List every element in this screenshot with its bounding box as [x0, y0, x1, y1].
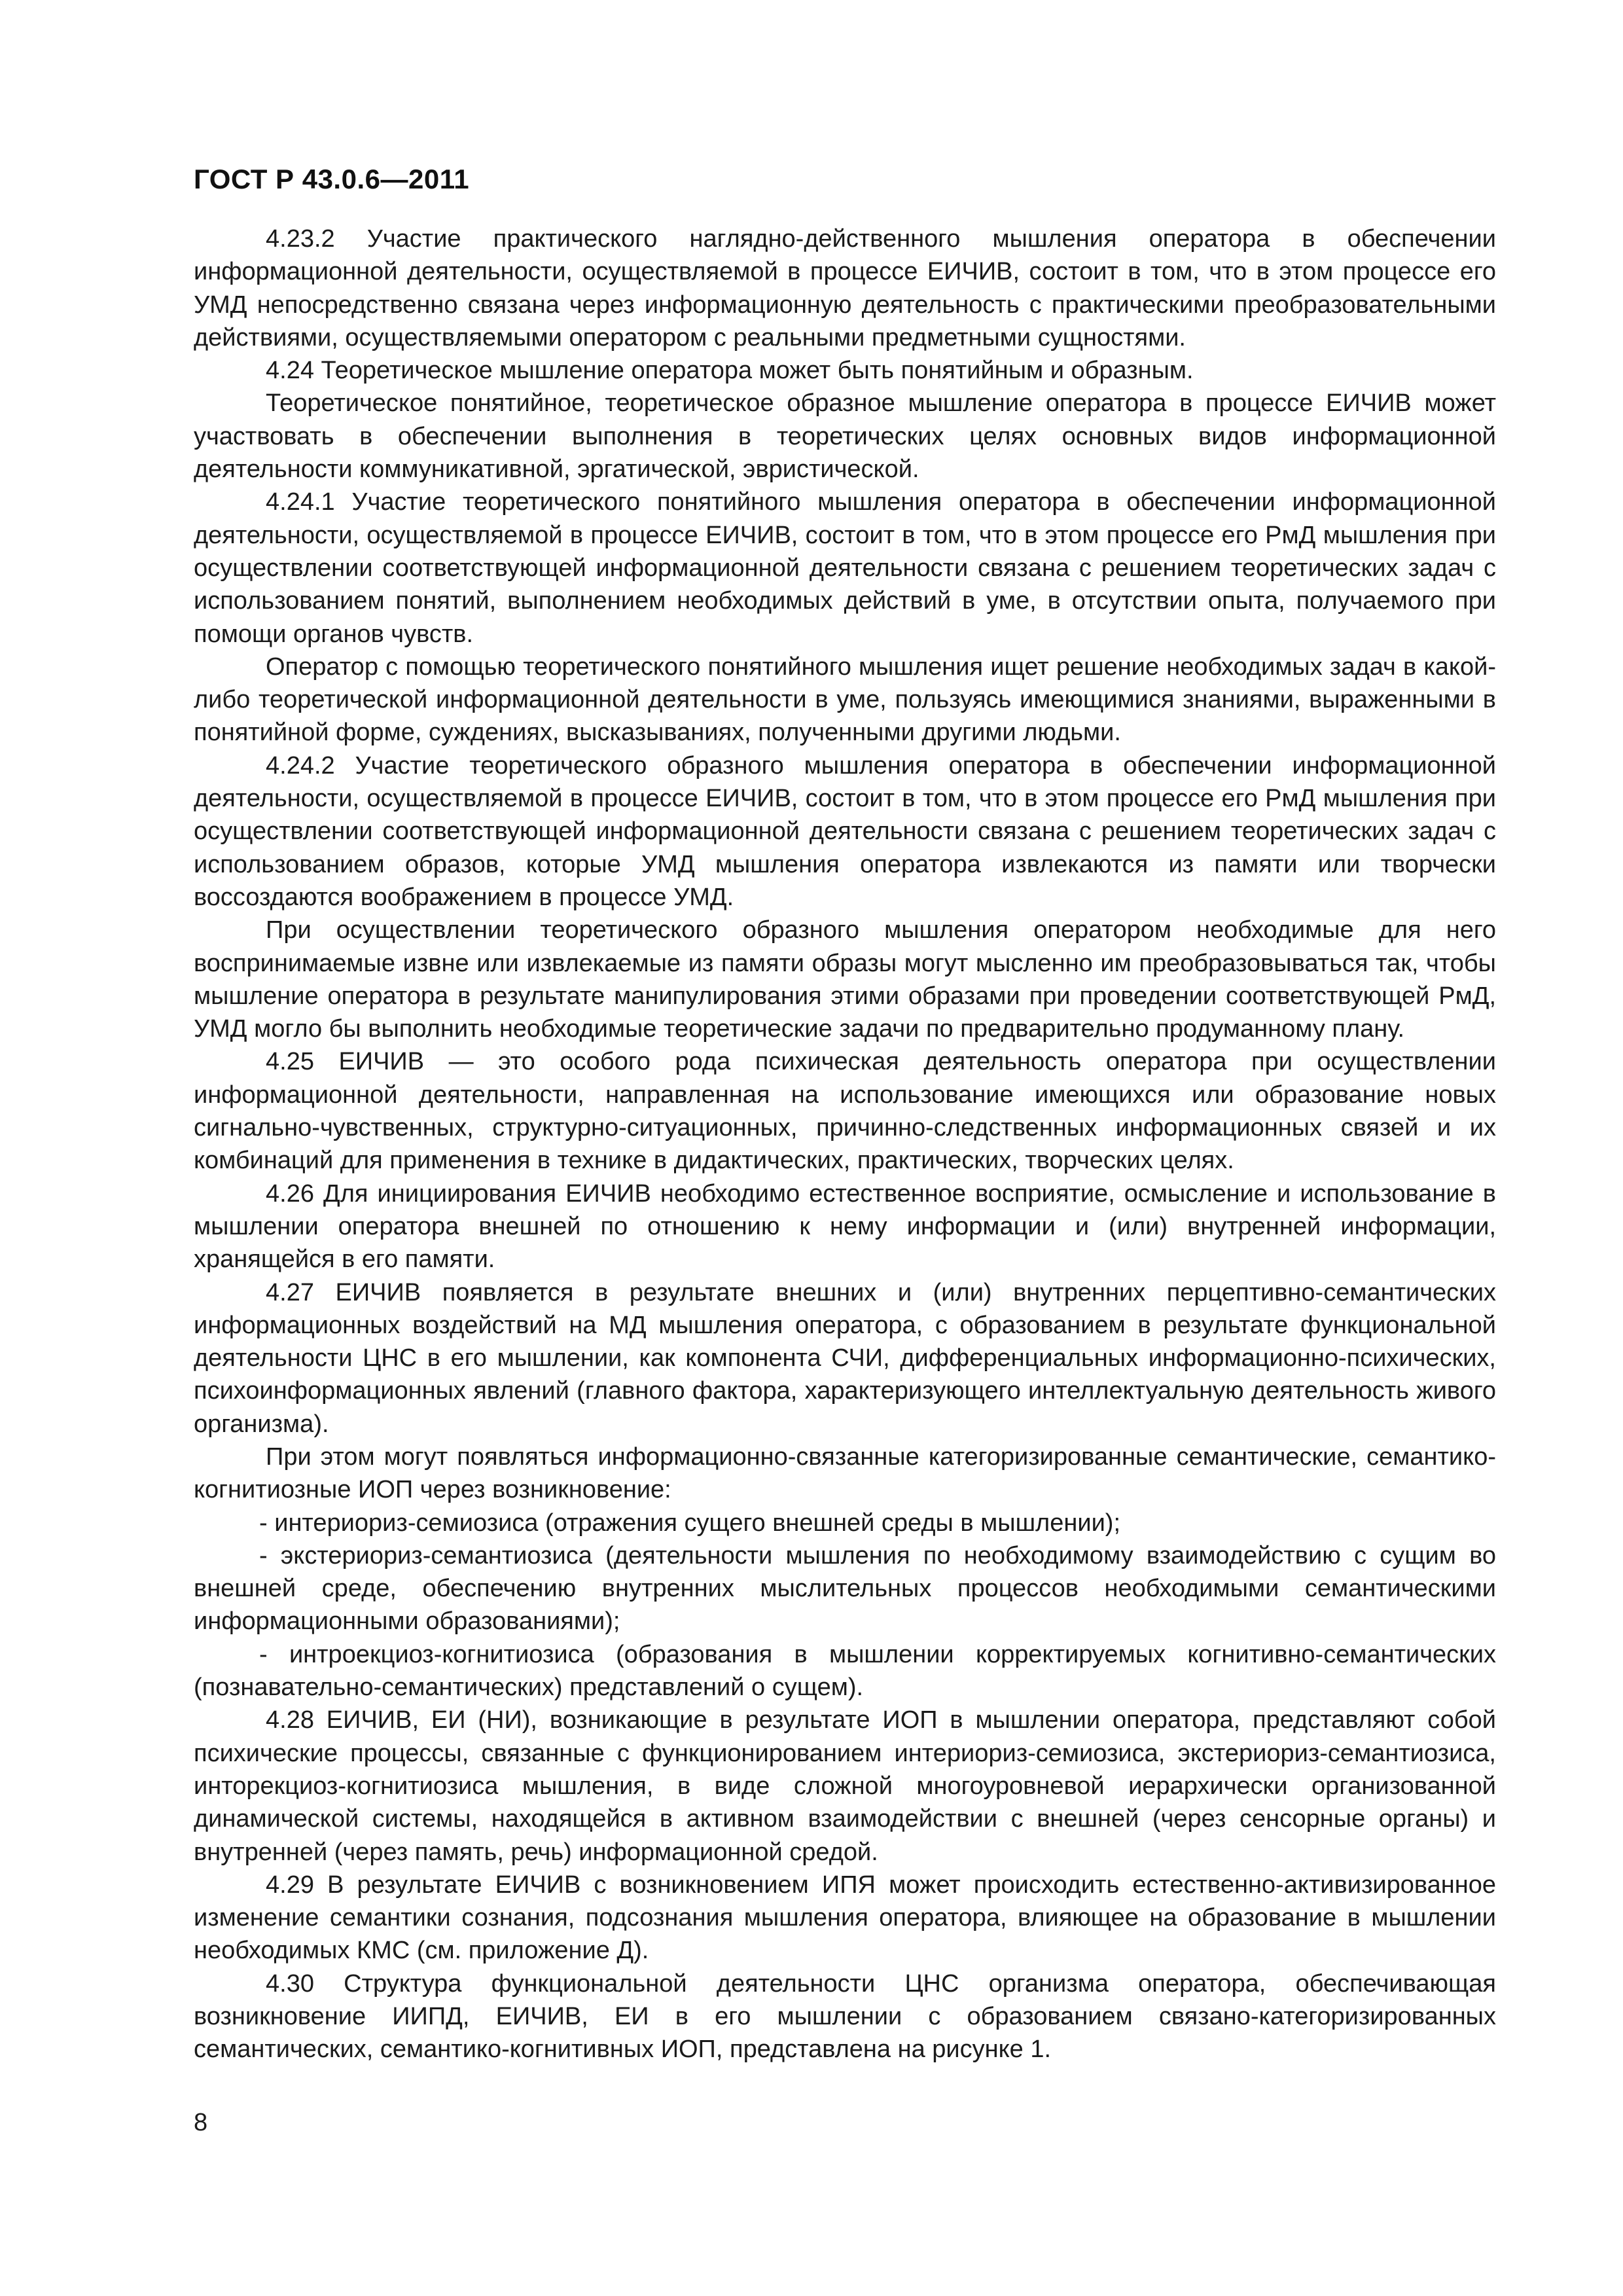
- list-item: - интериориз-семиозиса (отражения сущего внешней среды в мышлении);: [259, 1509, 1121, 1537]
- paragraph: 4.24 Теоретическое мышление оператора может быть понятийным и образным.: [266, 357, 1194, 385]
- list-item: - экстериориз-семантиозиса (деятельности мышления по необходимому взаимодействию с сущим во внешней среде, обеспечению внутренних мыслительных процессов необходимыми семантическими информационными образованиями);: [194, 1541, 1496, 1636]
- paragraph: Теоретическое понятийное, теоретическое образное мышление оператора в процессе ЕИЧИВ может участвовать в обеспечении выполнения в теоретических целях основных видов информационной деятельности коммуникативной, эргатической, эвристической.: [194, 389, 1496, 484]
- paragraph: 4.28 ЕИЧИВ, ЕИ (НИ), возникающие в результате ИОП в мышлении оператора, представляют собой психические процессы, связанные с функционированием интериориз-семиозиса, экстериориз-семантиозиса, инторекциоз-когнитиозиса мышления, в виде сложной многоуровневой иерархически организованной динамической системы, находящейся в активном взаимодействии с внешней (через сенсорные органы) и внутренней (через память, речь) информационной средой.: [194, 1706, 1496, 1866]
- document-body: [194, 223, 1496, 2066]
- page-number: 8: [194, 2109, 208, 2136]
- paragraph: При осуществлении теоретического образного мышления оператором необходимые для него воспринимаемые извне или извлекаемые из памяти образы могут мысленно им преобразовываться так, чтобы мышление оператора в результате манипулирования этими образами при проведении соответствующей РмД, УМД могло бы выполнить необходимые теоретические задачи по предварительно продуманному плану.: [194, 916, 1496, 1043]
- paragraph: 4.27 ЕИЧИВ появляется в результате внешних и (или) внутренних перцептивно-семантических информационных воздействий на МД мышления оператора, с образованием в результате функциональной деятельности ЦНС в его мышлении, как компонента СЧИ, дифференциальных информационно-психических, психоинформационных явлений (главного фактора, характеризующего интеллектуальную деятельность живого организма).: [194, 1278, 1496, 1438]
- paragraph: 4.23.2 Участие практического наглядно-действенного мышления оператора в обеспечении информационной деятельности, осуществляемой в процессе ЕИЧИВ, состоит в том, что в этом процессе его УМД непосредственно связана через информационную деятельность с практическими преобразовательными действиями, осуществляемыми оператором с реальными предметными сущностями.: [194, 225, 1496, 351]
- paragraph: Оператор с помощью теоретического понятийного мышления ищет решение необходимых задач в какой-либо теоретической информационной деятельности в уме, пользуясь имеющимися знаниями, выраженными в понятийной форме, суждениях, высказываниях, полученными другими людьми.: [194, 653, 1496, 747]
- paragraph: 4.24.2 Участие теоретического образного мышления оператора в обеспечении информационной деятельности, осуществляемой в процессе ЕИЧИВ, состоит в том, что в этом процессе его РмД мышления при осуществлении соответствующей информационной деятельности связана с решением теоретических задач с использованием образов, которые УМД мышления оператора извлекаются из памяти или творчески воссоздаются воображением в процессе УМД.: [194, 751, 1496, 911]
- paragraph: 4.26 Для инициирования ЕИЧИВ необходимо естественное восприятие, осмысление и использование в мышлении оператора внешней по отношению к нему информации и (или) внутренней информации, хранящейся в его памяти.: [194, 1179, 1496, 1274]
- paragraph: 4.25 ЕИЧИВ — это особого рода психическая деятельность оператора при осуществлении информационной деятельности, направленная на использование имеющихся или образование новых сигнально-чувственных, структурно-ситуационных, причинно-следственных информационных связей и их комбинаций для применения в технике в дидактических, практических, творческих целях.: [194, 1048, 1496, 1175]
- paragraph: 4.30 Структура функциональной деятельности ЦНС организма оператора, обеспечивающая возникновение ИИПД, ЕИЧИВ, ЕИ в его мышлении с образованием связано-категоризированных семантических, семантико-когнитивных ИОП, представлена на рисунке 1.: [194, 1969, 1496, 2064]
- list-item: - интроекциоз-когнитиозиса (образования в мышлении корректируемых когнитивно-семантических (познавательно-семантических) представлений о сущем).: [194, 1640, 1496, 1702]
- paragraph: 4.29 В результате ЕИЧИВ с возникновением ИПЯ может происходить естественно-активизированное изменение семантики сознания, подсознания мышления оператора, влияющее на образование в мышлении необходимых КМС (см. приложение Д).: [194, 1871, 1496, 1965]
- paragraph: При этом могут появляться информационно-связанные категоризированные семантические, семантико-когнитиозные ИОП через возникновение:: [194, 1443, 1496, 1504]
- paragraph: 4.24.1 Участие теоретического понятийного мышления оператора в обеспечении информационной деятельности, осуществляемой в процессе ЕИЧИВ, состоит в том, что в этом процессе его РмД мышления при осуществлении соответствующей информационной деятельности связана с решением теоретических задач с использованием понятий, выполнением необходимых действий в уме, в отсутствии опыта, получаемого при помощи органов чувств.: [194, 488, 1496, 648]
- document-header: ГОСТ Р 43.0.6—2011: [194, 164, 470, 194]
